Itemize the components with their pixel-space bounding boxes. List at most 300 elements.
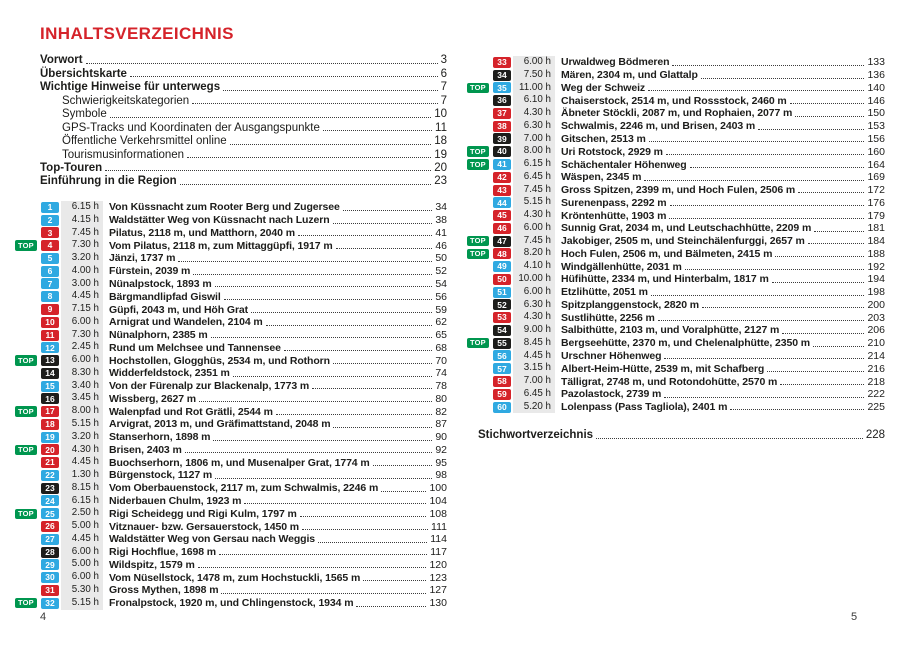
- dotted-leader: [221, 593, 426, 594]
- tour-duration: 4.30 h: [61, 444, 103, 457]
- top-badge: TOP: [467, 236, 489, 247]
- intro-label: Schwierigkeitskategorien: [62, 94, 190, 107]
- toc-tour-row: [15, 201, 447, 214]
- dotted-leader: [343, 210, 433, 211]
- tour-page: 108: [429, 507, 447, 520]
- tour-title: Weg der Schweiz: [561, 81, 646, 94]
- dotted-leader: [300, 516, 427, 517]
- tour-title: Pilatus, 2118 m, und Matthorn, 2040 m: [109, 226, 295, 239]
- toc-tour-row: [467, 247, 885, 260]
- dotted-leader: [323, 130, 432, 131]
- tour-title: Bergseehütte, 2370 m, und Chelenalphütte, 2350 m: [561, 337, 811, 350]
- dotted-leader: [105, 170, 431, 171]
- top-badge: TOP: [467, 159, 489, 170]
- tour-number-badge: 48: [493, 248, 511, 259]
- dotted-leader: [276, 414, 432, 415]
- dotted-leader: [648, 90, 864, 91]
- tour-title: Wildspitz, 1579 m: [109, 558, 195, 571]
- dotted-leader: [782, 333, 864, 334]
- toc-tour-row: [467, 222, 885, 235]
- toc-tour-row: [467, 171, 885, 184]
- tour-duration: 6.00 h: [61, 316, 103, 329]
- tour-page: 179: [867, 209, 885, 222]
- tour-number-badge: 16: [41, 393, 59, 404]
- top-badge: TOP: [15, 509, 37, 520]
- toc-intro-row: [40, 53, 447, 66]
- dotted-leader: [192, 103, 437, 104]
- tour-page: 172: [867, 184, 885, 197]
- tour-duration: 8.45 h: [513, 337, 555, 350]
- tour-title: Salbithütte, 2103 m, und Voralphütte, 2127 m: [561, 324, 780, 337]
- dotted-leader: [780, 384, 864, 385]
- tour-duration: 4.00 h: [61, 265, 103, 278]
- tour-page: 46: [435, 239, 447, 252]
- top-badge: TOP: [15, 598, 37, 609]
- page-title: INHALTSVERZEICHNIS: [40, 24, 234, 43]
- tour-number-badge: 44: [493, 197, 511, 208]
- tour-number-badge: 36: [493, 95, 511, 106]
- toc-tour-row: [15, 380, 447, 393]
- dotted-leader: [649, 141, 865, 142]
- toc-tour-row: [15, 354, 447, 367]
- tour-page: 222: [867, 388, 885, 401]
- dotted-leader: [666, 154, 865, 155]
- tour-number-badge: 35: [493, 82, 511, 93]
- dotted-leader: [199, 401, 432, 402]
- tour-title: Wäspen, 2345 m: [561, 171, 642, 184]
- tour-title: Widderfeldstock, 2351 m: [109, 367, 230, 380]
- tour-duration: 4.30 h: [513, 209, 555, 222]
- intro-page: 23: [434, 175, 447, 188]
- intro-page: 11: [435, 121, 447, 134]
- dotted-leader: [767, 371, 864, 372]
- dotted-leader: [110, 117, 431, 118]
- tour-number-badge: 10: [41, 317, 59, 328]
- tour-title: Güpfi, 2043 m, und Höh Grat: [109, 303, 249, 316]
- tour-duration: 6.00 h: [513, 286, 555, 299]
- tour-page: 54: [435, 277, 447, 290]
- top-badge: TOP: [15, 406, 37, 417]
- tour-duration: 7.00 h: [513, 133, 555, 146]
- toc-tour-row: [15, 482, 447, 495]
- tour-number-badge: 23: [41, 483, 59, 494]
- toc-tour-row: [467, 350, 885, 363]
- toc-tour-row: [467, 311, 885, 324]
- toc-intro-row: [40, 120, 447, 133]
- tour-duration: 7.45 h: [513, 184, 555, 197]
- tour-page: 133: [867, 56, 885, 69]
- tour-page: 104: [429, 494, 447, 507]
- tour-number-badge: 21: [41, 457, 59, 468]
- intro-page: 20: [434, 161, 447, 174]
- tour-page: 160: [867, 145, 885, 158]
- tour-number-badge: 39: [493, 133, 511, 144]
- tour-duration: 3.20 h: [61, 252, 103, 265]
- dotted-leader: [193, 274, 432, 275]
- tour-title: Arnigrat und Wandelen, 2104 m: [109, 316, 263, 329]
- tour-number-badge: 4: [41, 240, 59, 251]
- tour-number-badge: 58: [493, 376, 511, 387]
- tour-page: 114: [430, 533, 447, 546]
- toc-tour-row: [467, 196, 885, 209]
- dotted-leader: [302, 529, 428, 530]
- intro-label: Tourismusinformationen: [62, 148, 185, 161]
- dotted-leader: [336, 248, 433, 249]
- tour-title: Lolenpass (Pass Tagliola), 2401 m: [561, 401, 728, 414]
- toc-tour-row: [467, 324, 885, 337]
- tour-page: 194: [867, 273, 885, 286]
- tour-title: Vom Pilatus, 2118 m, zum Mittaggüpfi, 1917 m: [109, 239, 333, 252]
- toc-tour-row: [15, 571, 447, 584]
- tour-number-badge: 26: [41, 521, 59, 532]
- tour-duration: 7.30 h: [61, 329, 103, 342]
- tour-page: 90: [435, 431, 447, 444]
- dotted-leader: [772, 282, 865, 283]
- tour-title: Waldstätter Weg von Küssnacht nach Luzern: [109, 214, 330, 227]
- tour-duration: 4.30 h: [513, 107, 555, 120]
- toc-intro-row: [40, 134, 447, 147]
- tour-title: Äbneter Stöckli, 2087 m, und Rophaien, 2077 m: [561, 107, 793, 120]
- index-entry-page: 228: [865, 429, 885, 441]
- toc-tour-row: [467, 260, 885, 273]
- tour-duration: 6.00 h: [513, 56, 555, 69]
- tour-number-badge: 14: [41, 368, 59, 379]
- toc-tour-row: [15, 252, 447, 265]
- tour-duration: 3.20 h: [61, 431, 103, 444]
- top-badge-slot: [15, 406, 40, 417]
- tour-number-badge: 8: [41, 291, 59, 302]
- tour-number-badge: 20: [41, 444, 59, 455]
- tour-number-badge: 49: [493, 261, 511, 272]
- intro-page: 19: [434, 148, 447, 161]
- tour-duration: 4.45 h: [61, 533, 103, 546]
- tour-number-badge: 60: [493, 402, 511, 413]
- tour-title: Gross Spitzen, 2399 m, und Hoch Fulen, 2506 m: [561, 184, 796, 197]
- tour-title: Bürgenstock, 1127 m: [109, 469, 213, 482]
- tour-duration: 1.30 h: [61, 469, 103, 482]
- tour-duration: 6.15 h: [61, 201, 103, 214]
- tour-page: 95: [435, 456, 447, 469]
- tour-number-badge: 41: [493, 159, 511, 170]
- tour-title: Kröntenhütte, 1903 m: [561, 209, 667, 222]
- tour-title: Urwaldweg Bödmeren: [561, 56, 670, 69]
- tour-number-badge: 12: [41, 342, 59, 353]
- dotted-leader: [775, 256, 864, 257]
- top-badge: TOP: [467, 338, 489, 349]
- top-badge-slot: [467, 236, 492, 247]
- tour-duration: 8.15 h: [61, 482, 103, 495]
- toc-tour-row: [467, 273, 885, 286]
- tour-number-badge: 28: [41, 547, 59, 558]
- tour-number-badge: 2: [41, 215, 59, 226]
- tour-duration: 4.45 h: [61, 290, 103, 303]
- tour-page: 176: [867, 196, 885, 209]
- tour-number-badge: 15: [41, 381, 59, 392]
- dotted-leader: [658, 320, 865, 321]
- tour-page: 181: [867, 222, 885, 235]
- dotted-leader: [356, 606, 426, 607]
- tour-duration: 5.00 h: [61, 558, 103, 571]
- tour-title: Brisen, 2403 m: [109, 443, 182, 456]
- tour-title: Hochstollen, Glogghüs, 2534 m, und Rothorn: [109, 354, 330, 367]
- toc-tour-row: [15, 405, 447, 418]
- tour-number-badge: 51: [493, 287, 511, 298]
- tour-page: 38: [435, 214, 447, 227]
- tour-number-badge: 42: [493, 172, 511, 183]
- tour-number-badge: 9: [41, 304, 59, 315]
- dotted-leader: [381, 491, 426, 492]
- intro-label: Einführung in die Region: [40, 175, 177, 188]
- intro-label: Symbole: [62, 108, 107, 121]
- tour-page: 164: [867, 158, 885, 171]
- top-badge-slot: [467, 338, 492, 349]
- page-number-right: 5: [851, 611, 858, 623]
- tour-page: 56: [435, 290, 447, 303]
- top-badge-slot: [15, 598, 40, 609]
- index-entry: [478, 429, 885, 441]
- dotted-leader: [672, 65, 864, 66]
- dotted-leader: [86, 63, 438, 64]
- tour-title: Niderbauen Chulm, 1923 m: [109, 494, 242, 507]
- tour-page: 156: [867, 132, 885, 145]
- dotted-leader: [795, 116, 864, 117]
- toc-tour-row: [15, 418, 447, 431]
- toc-tour-row: [467, 362, 885, 375]
- dotted-leader: [185, 452, 433, 453]
- dotted-leader: [373, 465, 433, 466]
- toc-tour-row: [15, 367, 447, 380]
- tour-duration: 6.00 h: [61, 354, 103, 367]
- tour-page: 200: [867, 298, 885, 311]
- tour-page: 225: [867, 401, 885, 414]
- tour-page: 216: [867, 362, 885, 375]
- toc-intro-row: [40, 80, 447, 93]
- tour-list-left: [15, 201, 447, 610]
- tour-number-badge: 47: [493, 236, 511, 247]
- toc-tour-row: [15, 316, 447, 329]
- tour-page: 100: [429, 482, 447, 495]
- toc-tour-row: [15, 214, 447, 227]
- tour-title: Spitzplanggenstock, 2820 m: [561, 298, 700, 311]
- dotted-leader: [130, 76, 438, 77]
- tour-title: Tälligrat, 2748 m, und Rotondohütte, 2570 m: [561, 375, 778, 388]
- tour-title: Jakobiger, 2505 m, und Steinchälenfurggi, 2657 m: [561, 235, 805, 248]
- top-badge: TOP: [467, 249, 489, 260]
- tour-page: 117: [430, 546, 447, 559]
- toc-tour-row: [15, 329, 447, 342]
- toc-tour-row: [15, 533, 447, 546]
- tour-page: 153: [867, 120, 885, 133]
- tour-title: Hüfihütte, 2334 m, und Hinterbalm, 1817 m: [561, 273, 769, 286]
- intro-page: 6: [440, 67, 447, 80]
- toc-tour-row: [15, 444, 447, 457]
- tour-duration: 6.15 h: [61, 495, 103, 508]
- tour-number-badge: 34: [493, 70, 511, 81]
- tour-page: 210: [867, 337, 885, 350]
- dotted-leader: [219, 554, 427, 555]
- tour-title: Von der Fürenalp zur Blackenalp, 1773 m: [109, 380, 310, 393]
- dotted-leader: [230, 144, 431, 145]
- dotted-leader: [685, 269, 865, 270]
- toc-tour-row: [15, 303, 447, 316]
- top-badge-slot: [467, 159, 492, 170]
- tour-title: Surenenpass, 2292 m: [561, 196, 667, 209]
- tour-duration: 5.00 h: [61, 520, 103, 533]
- toc-tour-row: [467, 235, 885, 248]
- tour-number-badge: 53: [493, 312, 511, 323]
- dotted-leader: [669, 218, 864, 219]
- toc-tour-row: [467, 145, 885, 158]
- toc-tour-row: [467, 299, 885, 312]
- tour-duration: 8.00 h: [513, 145, 555, 158]
- tour-duration: 5.30 h: [61, 584, 103, 597]
- tour-page: 59: [435, 303, 447, 316]
- toc-tour-row: [15, 495, 447, 508]
- toc-tour-row: [15, 546, 447, 559]
- toc-tour-row: [467, 337, 885, 350]
- dotted-leader: [702, 307, 864, 308]
- tour-title: Waldstätter Weg von Gersau nach Weggis: [109, 533, 316, 546]
- intro-label: Vorwort: [40, 54, 83, 67]
- tour-page: 68: [435, 341, 447, 354]
- tour-page: 214: [867, 349, 885, 362]
- tour-page: 127: [429, 584, 447, 597]
- tour-title: Windgällenhütte, 2031 m: [561, 260, 682, 273]
- tour-duration: 3.00 h: [61, 278, 103, 291]
- toc-tour-row: [15, 507, 447, 520]
- tour-duration: 8.20 h: [513, 247, 555, 260]
- index-entry-label: Stichwortverzeichnis: [478, 429, 594, 441]
- tour-number-badge: 57: [493, 363, 511, 374]
- tour-page: 52: [435, 265, 447, 278]
- tour-title: Chaiserstock, 2514 m, und Rossstock, 2460 m: [561, 94, 787, 107]
- tour-page: 146: [867, 94, 885, 107]
- dotted-leader: [651, 295, 865, 296]
- tour-title: Jänzi, 1737 m: [109, 252, 176, 265]
- toc-tour-row: [467, 120, 885, 133]
- top-badge: TOP: [467, 146, 489, 157]
- tour-duration: 6.45 h: [513, 171, 555, 184]
- tour-title: Wissberg, 2627 m: [109, 392, 197, 405]
- tour-page: 80: [435, 392, 447, 405]
- tour-duration: 4.10 h: [513, 260, 555, 273]
- toc-tour-row: [467, 401, 885, 414]
- tour-title: Hoch Fulen, 2506 m, und Bälmeten, 2415 m: [561, 247, 773, 260]
- top-badge: TOP: [15, 240, 37, 251]
- intro-label: Öffentliche Verkehrsmittel online: [62, 135, 227, 148]
- tour-duration: 8.00 h: [61, 405, 103, 418]
- tour-number-badge: 6: [41, 266, 59, 277]
- tour-number-badge: 13: [41, 355, 59, 366]
- dotted-leader: [798, 192, 864, 193]
- tour-duration: 7.30 h: [61, 239, 103, 252]
- tour-number-badge: 7: [41, 278, 59, 289]
- toc-tour-row: [15, 584, 447, 597]
- dotted-leader: [333, 363, 432, 364]
- toc-tour-row: [467, 107, 885, 120]
- toc-tour-row: [467, 184, 885, 197]
- dotted-leader: [244, 503, 426, 504]
- tour-number-badge: 40: [493, 146, 511, 157]
- tour-title: Albert-Heim-Hütte, 2539 m, mit Schafberg: [561, 362, 765, 375]
- tour-number-badge: 38: [493, 121, 511, 132]
- top-badge-slot: [15, 509, 40, 520]
- tour-duration: 7.45 h: [61, 227, 103, 240]
- toc-tour-row: [15, 227, 447, 240]
- intro-label: GPS-Tracks und Koordinaten der Ausgangspunkte: [62, 121, 320, 134]
- tour-page: 62: [435, 316, 447, 329]
- toc-tour-row: [467, 209, 885, 222]
- tour-number-badge: 11: [41, 330, 59, 341]
- dotted-leader: [266, 325, 433, 326]
- tour-duration: 6.30 h: [513, 120, 555, 133]
- toc-tour-row: [467, 286, 885, 299]
- tour-title: Vom Oberbauenstock, 2117 m, zum Schwalmis, 2246 m: [109, 482, 379, 495]
- toc-tour-row: [15, 239, 447, 252]
- tour-duration: 8.30 h: [61, 367, 103, 380]
- toc-tour-row: [467, 388, 885, 401]
- tour-title: Gross Mythen, 1898 m: [109, 584, 219, 597]
- top-badge-slot: [15, 445, 40, 456]
- dotted-leader: [690, 167, 865, 168]
- tour-title: Mären, 2304 m, und Glattalp: [561, 69, 698, 82]
- dotted-leader: [251, 312, 432, 313]
- tour-duration: 11.00 h: [513, 82, 555, 95]
- tour-page: 169: [867, 171, 885, 184]
- tour-number-badge: 24: [41, 495, 59, 506]
- tour-page: 92: [435, 443, 447, 456]
- toc-tour-row: [467, 69, 885, 82]
- tour-number-badge: 29: [41, 559, 59, 570]
- toc-tour-row: [15, 469, 447, 482]
- dotted-leader: [215, 286, 433, 287]
- tour-title: Fürstein, 2039 m: [109, 265, 191, 278]
- tour-title: Pazolastock, 2739 m: [561, 388, 662, 401]
- dotted-leader: [178, 261, 432, 262]
- top-badge: TOP: [15, 445, 37, 456]
- toc-intro-row: [40, 66, 447, 79]
- dotted-leader: [664, 397, 864, 398]
- tour-number-badge: 56: [493, 350, 511, 361]
- tour-title: Rund um Melchsee und Tannensee: [109, 341, 281, 354]
- dotted-leader: [213, 440, 432, 441]
- toc-tour-row: [467, 56, 885, 69]
- dotted-leader: [730, 409, 864, 410]
- dotted-leader: [333, 223, 433, 224]
- toc-tour-row: [15, 341, 447, 354]
- dotted-leader: [224, 299, 433, 300]
- toc-tour-row: [15, 290, 447, 303]
- tour-duration: 7.50 h: [513, 69, 555, 82]
- tour-page: 206: [867, 324, 885, 337]
- dotted-leader: [664, 358, 864, 359]
- tour-title: Rigi Hochflue, 1698 m: [109, 546, 217, 559]
- tour-number-badge: 45: [493, 210, 511, 221]
- tour-number-badge: 55: [493, 338, 511, 349]
- tour-title: Stanserhorn, 1898 m: [109, 431, 211, 444]
- toc-tour-row: [15, 431, 447, 444]
- tour-duration: 6.00 h: [513, 222, 555, 235]
- tour-page: 203: [867, 311, 885, 324]
- tour-number-badge: 37: [493, 108, 511, 119]
- toc-tour-row: [467, 133, 885, 146]
- tour-title: Gitschen, 2513 m: [561, 132, 646, 145]
- tour-duration: 3.40 h: [61, 380, 103, 393]
- tour-number-badge: 5: [41, 253, 59, 264]
- tour-page: 218: [867, 375, 885, 388]
- tour-duration: 10.00 h: [513, 273, 555, 286]
- tour-title: Walenpfad und Rot Grätli, 2544 m: [109, 405, 273, 418]
